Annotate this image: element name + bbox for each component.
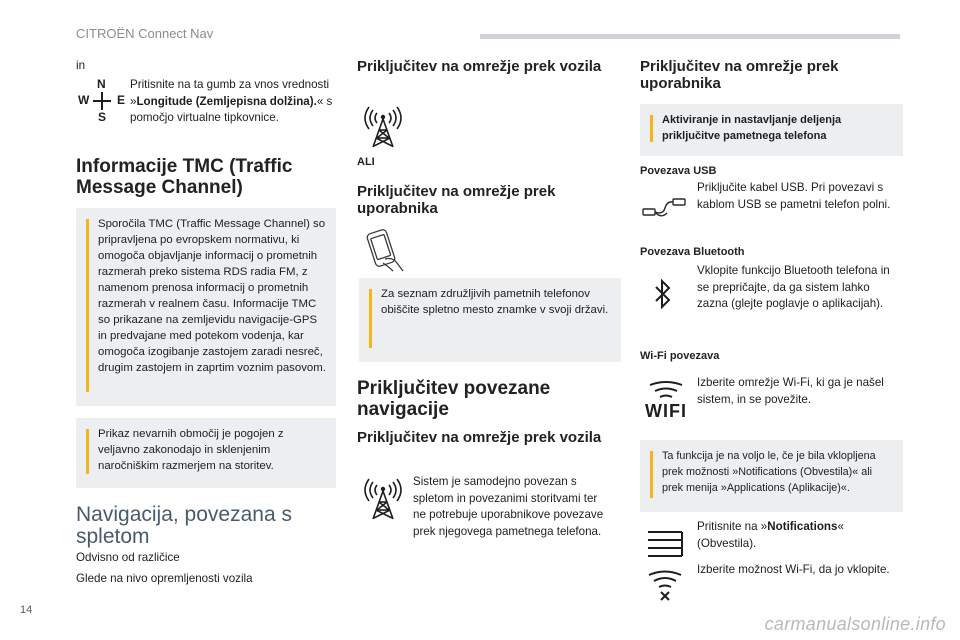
vehicle-connection-heading: Priključitev na omrežje prek vozila bbox=[357, 58, 602, 75]
smartphone-hand-icon bbox=[362, 226, 408, 274]
compass-w: W bbox=[78, 93, 90, 107]
sharing-note-text: Aktiviranje in nastavljanje deljenja priključitve pametnega telefona bbox=[662, 114, 842, 142]
column-1 bbox=[76, 58, 338, 75]
usb-label: Povezava USB bbox=[640, 165, 717, 177]
wifi-enable-text: Izberite možnost Wi-Fi, da jo vklopite. bbox=[697, 563, 890, 576]
compass-s: S bbox=[98, 110, 107, 124]
compatibility-note-text: Za seznam združljivih pametnih telefonov obiščite spletno mesto znamke v svoji državi. bbox=[381, 288, 609, 316]
notifications-note-text: Ta funkcija je na voljo le, če je bila vklopljena prek možnosti »Notifications (Obvestila)« ali prek menija »Applications (Aplikacije)«. bbox=[662, 450, 876, 494]
notif-pre: Pritisnite na » bbox=[697, 520, 768, 533]
vehicle-connection-heading-2: Priključitev na omrežje prek vozila bbox=[357, 429, 602, 446]
wifi-icon-text: WIFI bbox=[645, 400, 687, 421]
version-line: Odvisno od različice bbox=[76, 551, 180, 564]
intro-text: in bbox=[76, 59, 86, 72]
bluetooth-icon bbox=[648, 272, 678, 316]
bluetooth-label: Povezava Bluetooth bbox=[640, 246, 745, 258]
tmc-note bbox=[76, 208, 336, 406]
notifications-note bbox=[640, 440, 903, 512]
header-divider bbox=[480, 34, 900, 39]
watermark: carmanualsonline.info bbox=[764, 614, 946, 634]
tmc-note-text: Sporočila TMC (Traffic Message Channel) so pripravljena po evropskem normativu, ki omogoča objavljanje informacij o prometnih razmerah preko sistema RDS radia FM, z namenom prenosa informacij o prometnih razmerah v realnem času. Informacije TMC so prikazane na zemljevidu navigacije-GPS in predvajane med potekom vodenja, kar omogoča izogibanje zastojem zaradi nesreč, drugim zastojem in zaprtim voznim pasovom. bbox=[98, 218, 326, 374]
wifi-label: Wi-Fi povezava bbox=[640, 350, 720, 362]
longitude-instruction bbox=[130, 77, 340, 127]
user-connection-heading: Priključitev na omrežje prek uporabnika bbox=[357, 183, 556, 217]
wifi-text: Izberite omrežje Wi-Fi, ki ga je našel sistem, in se povežite. bbox=[697, 376, 884, 406]
instruction-pre: Pritisnite na ta gumb za vnos vrednosti » bbox=[130, 78, 330, 108]
wifi-icon bbox=[640, 376, 692, 426]
header-title: CITROËN Connect Nav bbox=[76, 26, 214, 41]
user-connection-heading-3: Priključitev na omrežje prek uporabnika bbox=[640, 58, 839, 92]
hazard-note-text: Prikaz nevarnih območij je pogojen z veljavno zakonodajo in sklenjenim naročniškim razmerjem na storitev. bbox=[98, 428, 284, 472]
usb-text: Priključite kabel USB. Pri povezavi s kablom USB se pametni telefon polni. bbox=[697, 181, 891, 211]
wifi-disabled-icon bbox=[642, 566, 688, 604]
menu-lines-icon bbox=[642, 524, 688, 564]
compass-n: N bbox=[97, 77, 106, 91]
page-number: 14 bbox=[20, 604, 33, 616]
compass-icon bbox=[78, 78, 126, 124]
or-label: ALI bbox=[357, 156, 375, 168]
equipment-line: Glede na nivo opremljenosti vozila bbox=[76, 571, 253, 585]
connected-nav-heading: Priključitev povezane navigacije bbox=[357, 378, 551, 420]
usb-cable-icon bbox=[640, 190, 688, 226]
auto-connection-text: Sistem je samodejno povezan s spletom in povezanimi storitvami ter ne potrebuje uporabnikove povezave prek njegovega pametnega telefona. bbox=[413, 475, 604, 538]
compass-e: E bbox=[117, 93, 126, 107]
notif-post: « (Obvestila). bbox=[697, 520, 844, 550]
antenna-icon-2 bbox=[360, 476, 406, 522]
nav-heading: Navigacija, povezana s spletom bbox=[76, 503, 292, 548]
tmc-heading: Informacije TMC (Traffic Message Channel) bbox=[76, 156, 293, 198]
instruction-bold: Longitude (Zemljepisna dolžina). bbox=[136, 94, 317, 108]
instruction-post: « s pomočjo virtualne tipkovnice. bbox=[130, 94, 333, 124]
antenna-icon bbox=[360, 104, 406, 150]
sharing-note bbox=[640, 104, 903, 156]
bluetooth-text: Vklopite funkcijo Bluetooth telefona in se prepričajte, da ga sistem lahko zazna (glejte poglavje o aplikacijah). bbox=[697, 264, 890, 310]
hazard-note bbox=[76, 418, 336, 488]
compatibility-note bbox=[359, 278, 621, 362]
notif-bold: Notifications bbox=[767, 520, 838, 533]
